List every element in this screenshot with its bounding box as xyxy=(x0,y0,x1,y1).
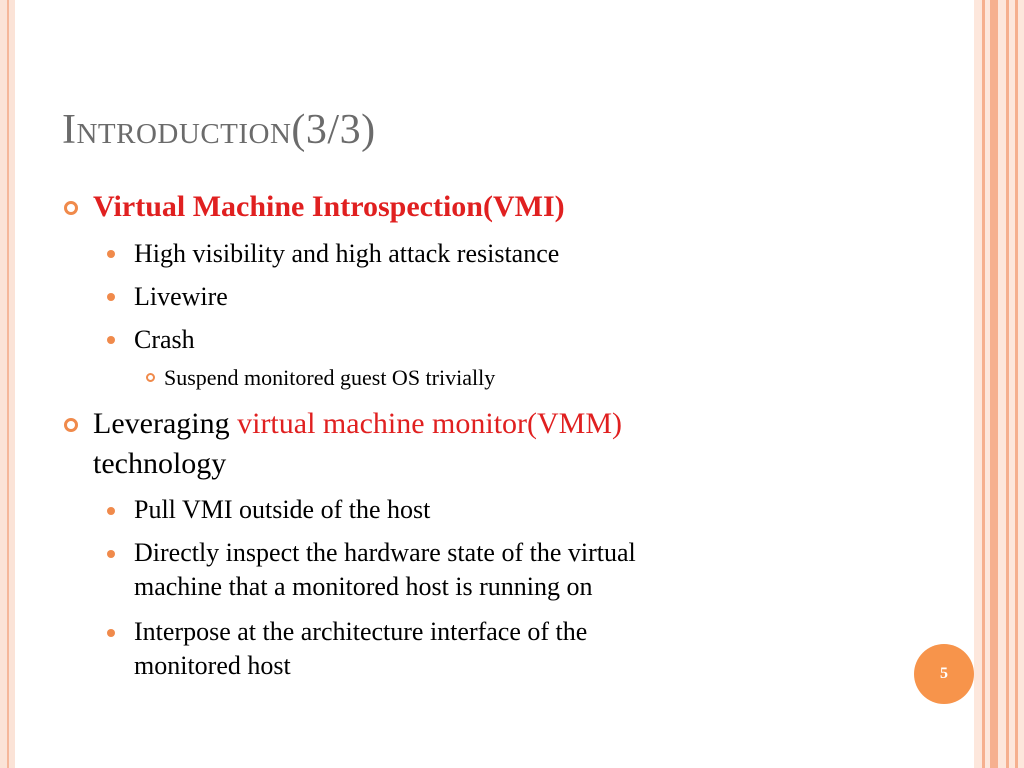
slide-title xyxy=(62,106,376,154)
slide-title-main: Introduction xyxy=(62,107,292,153)
bullet-vmi-livewire: Livewire xyxy=(134,282,228,311)
bullet-small-ring-icon xyxy=(146,373,155,382)
bullet-vmm-interpose-line1: Interpose at the architecture interface of the xyxy=(134,617,588,646)
left-border-line xyxy=(7,0,9,768)
bullet-vmi-crash: Crash xyxy=(134,325,195,354)
slide-title-suffix: (3/3) xyxy=(291,107,376,153)
right-stripe xyxy=(1015,0,1018,768)
bullet-vmm-pull: Pull VMI outside of the host xyxy=(134,495,431,524)
bullet-dot-icon xyxy=(107,250,115,258)
bullet-dot-icon xyxy=(107,507,115,515)
right-stripe xyxy=(982,0,985,768)
bullet-dot-icon xyxy=(107,293,115,301)
page-number-badge: 5 xyxy=(914,644,974,704)
bullet-dot-icon xyxy=(107,550,115,558)
bullet-vmi-heading: Virtual Machine Introspection(VMI) xyxy=(93,190,565,223)
bullet-vmi-visibility: High visibility and high attack resistance xyxy=(134,239,560,268)
bullet-ring-icon xyxy=(64,201,78,215)
right-stripe xyxy=(990,0,998,768)
bullet-vmm-inspect-line2: machine that a monitored host is running on xyxy=(134,572,593,601)
bullet-dot-icon xyxy=(107,629,115,637)
bullet-crash-detail: Suspend monitored guest OS trivially xyxy=(164,365,496,390)
bullet-vmm-line2: technology xyxy=(93,447,227,480)
bullet-ring-icon xyxy=(64,418,78,432)
vmm-highlight: virtual machine monitor(VMM) xyxy=(237,407,623,440)
right-stripe xyxy=(1006,0,1009,768)
bullet-vmm-interpose-line2: monitored host xyxy=(134,651,291,680)
bullet-vmm-line1 xyxy=(93,404,622,444)
bullet-vmm-inspect-line1: Directly inspect the hardware state of the virtual xyxy=(134,538,636,567)
bullet-dot-icon xyxy=(107,336,115,344)
vmm-prefix: Leveraging xyxy=(93,407,238,440)
